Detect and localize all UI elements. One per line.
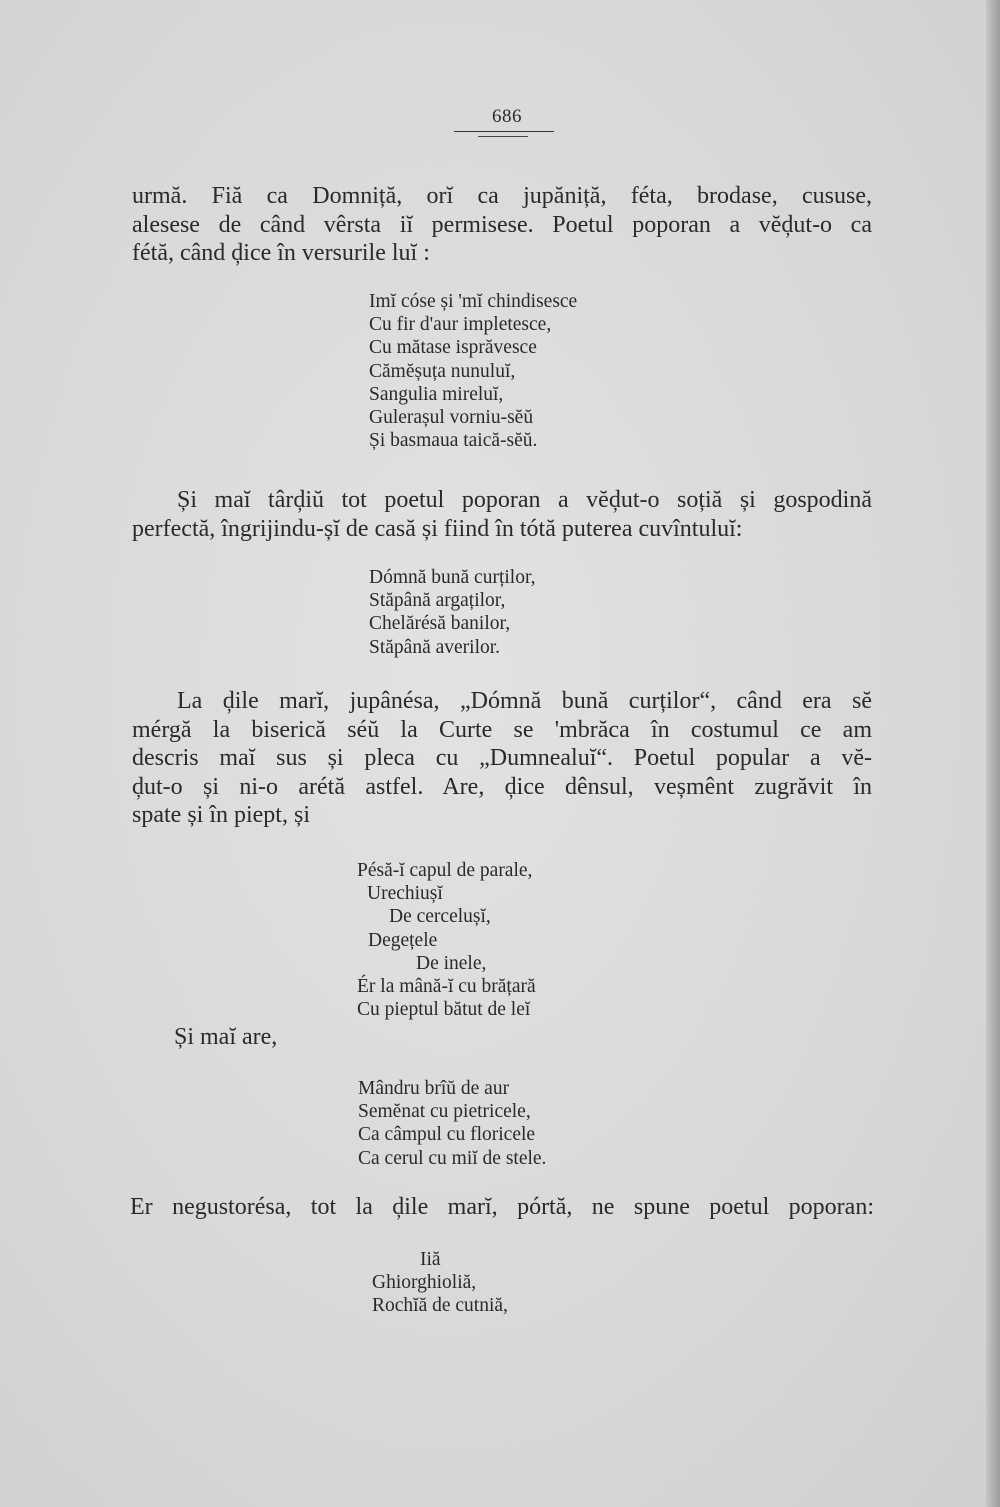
verse-line: Și basmaua taică-sĕŭ. [369, 430, 538, 452]
verse-line: Dómnă bună curților, [369, 567, 536, 588]
paragraph-3 [132, 687, 872, 830]
verse-line: Ghiorghioliă, [372, 1272, 477, 1294]
page-number-rule [454, 131, 554, 132]
verse-line: Cu fir d'aur impletesce, [369, 314, 552, 336]
verse-line: Ca câmpul cu floricele [358, 1124, 536, 1146]
verse-line: Cămĕșuța nunuluĭ, [369, 360, 516, 382]
verse-line: Stăpână argaților, [369, 590, 506, 612]
page-number-rule-short [478, 136, 528, 137]
verse-line: Semĕnat cu pietricele, [358, 1101, 531, 1123]
page-edge-shadow [986, 0, 1000, 1507]
verse-block-2 [369, 566, 536, 659]
verse-line: Sangulia mireluĭ, [369, 383, 504, 405]
text-line: mérgă la biserică séŭ la Curte se 'mbrăca în costumul ce am [132, 716, 872, 743]
text-line: fétă, când ḑice în versurile luĭ : [132, 240, 430, 266]
verse-line: De inele, [416, 952, 487, 974]
verse-line: Ér la mână-ĭ cu brățară [357, 976, 536, 998]
verse-block-1 [369, 290, 577, 452]
verse-line: Pésă-ĭ capul de parale, [357, 860, 533, 881]
verse-line: Degețele [368, 929, 438, 951]
text-line: perfectă, îngrijindu-șĭ de casă și fiind în tótă puterea cuvîntuluĭ: [132, 515, 743, 542]
verse-line: Ca cerul cu miĭ de stele. [358, 1147, 547, 1169]
text-line: Er negustorésa, tot la ḑile marĭ, pórtă, ne spune poetul poporan: [130, 1194, 874, 1220]
verse-line: Urechiușĭ [367, 883, 443, 905]
verse-line: Gulerașul vorniu-sĕŭ [369, 407, 534, 429]
paragraph-1 [132, 182, 872, 268]
text-line: Și maĭ târḑiŭ tot poetul poporan a vĕḑut-o soțiă și gospodină [177, 487, 872, 513]
inline-text: Și maĭ are, [174, 1024, 278, 1050]
verse-line: Mândru brîŭ de aur [358, 1078, 510, 1099]
text-line: ḑut-o și ni-o arétă astfel. Are, ḑice dênsul, veșmênt zugrăvit în [132, 773, 872, 800]
verse-block-3 [357, 859, 536, 1021]
text-line: alesese de când vêrsta iĭ permisese. Poetul poporan a vĕḑut-o ca [132, 211, 872, 238]
verse-line: Chelărésă banilor, [369, 613, 511, 635]
text-line: urmă. Fiă ca Domniță, orĭ ca jupăniță, féta, brodase, cususe, [132, 183, 872, 209]
verse-line: Stăpână averilor. [369, 636, 501, 658]
verse-line: Rochĭă de cutniă, [372, 1295, 508, 1317]
verse-line: Imĭ cóse și 'mĭ chindisesce [369, 291, 578, 312]
verse-line: Iiă [420, 1249, 441, 1270]
text-line: descris maĭ sus și pleca cu „Dumnealuĭ“. Poetul popular a vĕ- [132, 745, 872, 771]
verse-block-4 [358, 1077, 546, 1170]
paragraph-4 [130, 1193, 874, 1222]
page-number: 686 [492, 106, 522, 127]
verse-block-5 [372, 1248, 508, 1318]
verse-line: Cu mătase isprăvesce [369, 337, 537, 359]
text-line: La ḑile marĭ, jupânésa, „Dómnă bună curților“, când era sĕ [177, 688, 872, 714]
verse-line: De cercelușĭ, [389, 906, 491, 928]
text-line: spate și în piept, și [132, 802, 310, 828]
verse-line: Cu pieptul bătut de leĭ [357, 999, 531, 1021]
paragraph-2 [132, 486, 872, 543]
